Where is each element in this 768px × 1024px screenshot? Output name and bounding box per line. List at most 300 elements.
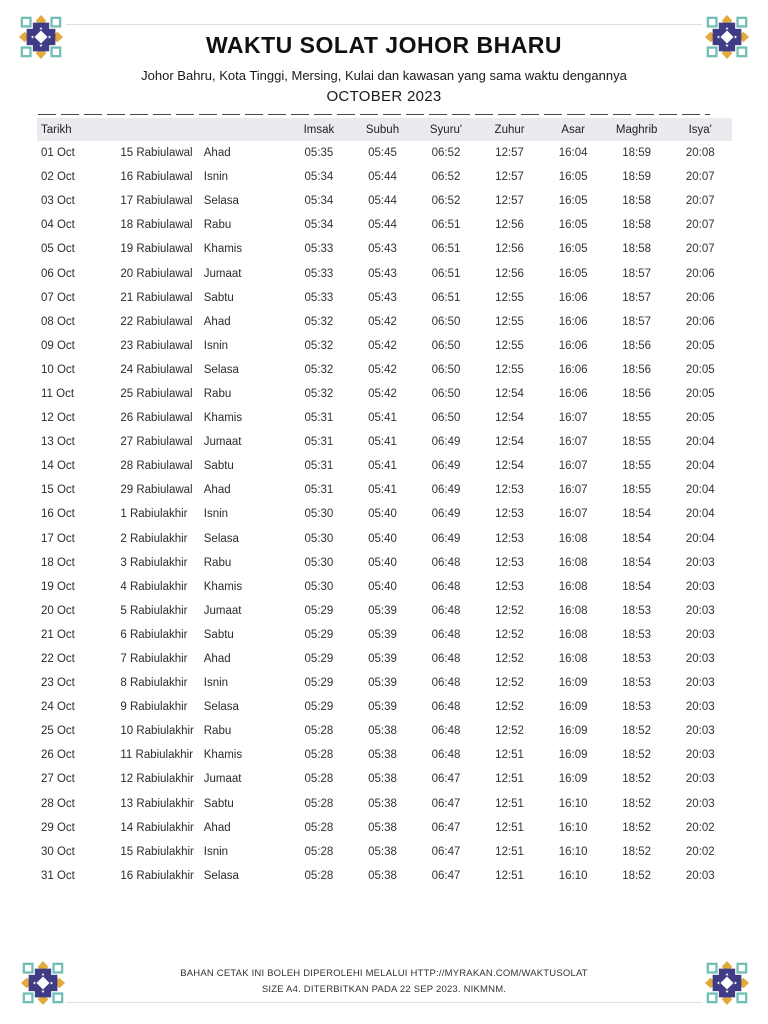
hijri-date-cell: 15 Rabiulakhir [120, 845, 194, 858]
time-cell: 20:03 [685, 725, 715, 738]
bottom-divider-line [66, 1002, 702, 1003]
time-cell: 18:55 [622, 460, 652, 473]
date-cell: 16 Oct [41, 508, 75, 521]
time-cell: 18:52 [622, 869, 652, 882]
date-cell: 19 Oct [41, 580, 75, 593]
time-cell: 20:03 [685, 773, 715, 786]
column-header-asar: Asar [541, 118, 605, 141]
time-cell: 20:03 [685, 797, 715, 810]
time-cell: 06:48 [431, 556, 461, 569]
time-cell: 20:07 [685, 219, 715, 232]
time-cell: 18:53 [622, 604, 652, 617]
time-cell: 18:53 [622, 653, 652, 666]
column-header-syuru: Syuru' [414, 118, 478, 141]
date-cell: 14 Oct [41, 460, 75, 473]
time-cell: 06:50 [431, 412, 461, 425]
time-cell: 18:52 [622, 773, 652, 786]
day-cell: Jumaat [203, 436, 242, 449]
time-cell: 12:54 [495, 387, 524, 400]
time-cell: 20:07 [685, 243, 715, 256]
time-cell: 05:38 [368, 821, 397, 834]
hijri-date-cell: 8 Rabiulakhir [120, 677, 188, 690]
column-header-tarikh: Tarikh [37, 118, 287, 141]
date-cell: 31 Oct [41, 869, 75, 882]
time-cell: 06:47 [431, 869, 461, 882]
day-cell: Rabu [203, 725, 232, 738]
time-cell: 06:48 [431, 580, 461, 593]
time-cell: 16:08 [558, 580, 588, 593]
time-cell: 18:53 [622, 677, 652, 690]
time-cell: 18:58 [622, 243, 652, 256]
time-cell: 05:38 [368, 725, 397, 738]
time-cell: 20:03 [685, 580, 715, 593]
time-cell: 05:41 [368, 436, 397, 449]
hijri-date-cell: 25 Rabiulawal [120, 387, 193, 400]
time-cell: 05:42 [368, 339, 397, 352]
time-cell: 18:53 [622, 701, 652, 714]
time-cell: 16:06 [558, 387, 588, 400]
hijri-date-cell: 10 Rabiulakhir [120, 725, 194, 738]
time-cell: 18:54 [622, 508, 652, 521]
table-row [37, 141, 732, 165]
time-cell: 16:09 [558, 773, 588, 786]
hijri-date-cell: 22 Rabiulawal [120, 315, 193, 328]
time-cell: 12:56 [495, 219, 524, 232]
day-cell: Isnin [203, 845, 229, 858]
time-cell: 06:49 [431, 436, 461, 449]
day-cell: Isnin [203, 677, 229, 690]
day-cell: Sabtu [203, 628, 234, 641]
time-cell: 05:28 [304, 797, 334, 810]
date-cell: 17 Oct [41, 532, 75, 545]
time-cell: 05:42 [368, 387, 397, 400]
day-cell: Ahad [203, 821, 231, 834]
time-cell: 16:07 [558, 436, 588, 449]
time-cell: 05:41 [368, 412, 397, 425]
day-cell: Rabu [203, 219, 232, 232]
day-cell: Selasa [203, 363, 239, 376]
hijri-date-cell: 16 Rabiulawal [120, 171, 193, 184]
page-month: OCTOBER 2023 [326, 88, 442, 105]
time-cell: 20:07 [685, 195, 715, 208]
time-cell: 05:40 [368, 580, 397, 593]
time-cell: 06:48 [431, 604, 461, 617]
hijri-date-cell: 19 Rabiulawal [120, 243, 193, 256]
time-cell: 18:58 [622, 195, 652, 208]
time-cell: 05:28 [304, 749, 334, 762]
time-cell: 18:58 [622, 219, 652, 232]
time-cell: 05:43 [368, 291, 397, 304]
table-row [37, 840, 732, 864]
column-header-isya: Isya' [668, 118, 732, 141]
time-cell: 06:47 [431, 797, 461, 810]
time-cell: 05:38 [368, 773, 397, 786]
time-cell: 06:52 [431, 147, 461, 160]
time-cell: 20:03 [685, 653, 715, 666]
column-header-imsak: Imsak [287, 118, 351, 141]
time-cell: 12:53 [495, 484, 524, 497]
time-cell: 06:47 [431, 821, 461, 834]
time-cell: 16:10 [558, 845, 588, 858]
time-cell: 16:10 [558, 821, 588, 834]
time-cell: 18:52 [622, 821, 652, 834]
time-cell: 05:29 [304, 628, 334, 641]
time-cell: 16:05 [558, 267, 588, 280]
hijri-date-cell: 27 Rabiulawal [120, 436, 193, 449]
time-cell: 05:40 [368, 508, 397, 521]
date-cell: 01 Oct [41, 147, 75, 160]
date-cell: 02 Oct [41, 171, 75, 184]
time-cell: 12:53 [495, 508, 524, 521]
time-cell: 20:07 [685, 171, 715, 184]
time-cell: 18:57 [622, 267, 652, 280]
time-cell: 05:41 [368, 460, 397, 473]
time-cell: 06:51 [431, 219, 461, 232]
time-cell: 18:55 [622, 436, 652, 449]
time-cell: 16:08 [558, 628, 588, 641]
column-header-maghrib: Maghrib [605, 118, 669, 141]
time-cell: 05:44 [368, 195, 397, 208]
time-cell: 12:52 [495, 677, 524, 690]
document-footer [0, 966, 768, 998]
table-row [37, 671, 732, 695]
time-cell: 20:03 [685, 701, 715, 714]
time-cell: 18:56 [622, 363, 652, 376]
date-cell: 29 Oct [41, 821, 75, 834]
table-header-row [37, 118, 732, 141]
time-cell: 05:34 [304, 195, 334, 208]
time-cell: 05:40 [368, 532, 397, 545]
table-row [37, 237, 732, 261]
time-cell: 06:51 [431, 291, 461, 304]
day-cell: Ahad [203, 147, 231, 160]
prayer-times-table [37, 118, 732, 888]
time-cell: 16:09 [558, 725, 588, 738]
time-cell: 20:04 [685, 460, 715, 473]
time-cell: 16:09 [558, 749, 588, 762]
hijri-date-cell: 9 Rabiulakhir [120, 701, 188, 714]
date-cell: 12 Oct [41, 412, 75, 425]
time-cell: 05:32 [304, 315, 334, 328]
hijri-date-cell: 1 Rabiulakhir [120, 508, 188, 521]
time-cell: 16:07 [558, 484, 588, 497]
time-cell: 20:03 [685, 869, 715, 882]
table-row [37, 647, 732, 671]
time-cell: 16:10 [558, 869, 588, 882]
time-cell: 06:48 [431, 749, 461, 762]
top-divider-line [66, 24, 702, 25]
hijri-date-cell: 23 Rabiulawal [120, 339, 193, 352]
time-cell: 05:32 [304, 339, 334, 352]
footer-line-2: SIZE A4. DITERBITKAN PADA 22 SEP 2023. NIKMNM. [261, 984, 507, 995]
time-cell: 05:43 [368, 243, 397, 256]
date-cell: 10 Oct [41, 363, 75, 376]
time-cell: 18:53 [622, 628, 652, 641]
column-header-subuh: Subuh [351, 118, 415, 141]
time-cell: 20:05 [685, 412, 715, 425]
hijri-date-cell: 21 Rabiulawal [120, 291, 193, 304]
time-cell: 18:52 [622, 797, 652, 810]
table-row [37, 478, 732, 502]
day-cell: Isnin [203, 171, 229, 184]
time-cell: 06:52 [431, 171, 461, 184]
time-cell: 12:53 [495, 532, 524, 545]
hijri-date-cell: 29 Rabiulawal [120, 484, 193, 497]
time-cell: 05:30 [304, 580, 334, 593]
date-cell: 28 Oct [41, 797, 75, 810]
table-row [37, 261, 732, 285]
day-cell: Selasa [203, 869, 239, 882]
time-cell: 06:50 [431, 315, 461, 328]
day-cell: Sabtu [203, 291, 234, 304]
time-cell: 20:06 [685, 267, 715, 280]
time-cell: 05:38 [368, 869, 397, 882]
time-cell: 05:29 [304, 701, 334, 714]
time-cell: 05:38 [368, 797, 397, 810]
time-cell: 05:39 [368, 604, 397, 617]
day-cell: Khamis [203, 580, 243, 593]
prayer-table-body [37, 141, 732, 888]
hijri-date-cell: 24 Rabiulawal [120, 363, 193, 376]
time-cell: 05:28 [304, 845, 334, 858]
time-cell: 05:42 [368, 363, 397, 376]
time-cell: 12:52 [495, 628, 524, 641]
day-cell: Khamis [203, 243, 243, 256]
time-cell: 12:51 [495, 749, 524, 762]
hijri-date-cell: 26 Rabiulawal [120, 412, 193, 425]
hijri-date-cell: 28 Rabiulawal [120, 460, 193, 473]
table-row [37, 792, 732, 816]
hijri-date-cell: 12 Rabiulakhir [120, 773, 194, 786]
time-cell: 05:30 [304, 532, 334, 545]
time-cell: 16:08 [558, 653, 588, 666]
time-cell: 18:56 [622, 387, 652, 400]
day-cell: Ahad [203, 315, 231, 328]
time-cell: 06:49 [431, 460, 461, 473]
table-row [37, 334, 732, 358]
time-cell: 20:05 [685, 339, 715, 352]
time-cell: 06:48 [431, 677, 461, 690]
time-cell: 16:07 [558, 508, 588, 521]
hijri-date-cell: 3 Rabiulakhir [120, 556, 188, 569]
day-cell: Sabtu [203, 460, 234, 473]
day-cell: Jumaat [203, 267, 242, 280]
time-cell: 05:31 [304, 460, 334, 473]
hijri-date-cell: 14 Rabiulakhir [120, 821, 194, 834]
time-cell: 05:35 [304, 147, 334, 160]
time-cell: 05:31 [304, 436, 334, 449]
table-row [37, 575, 732, 599]
page-title: WAKTU SOLAT JOHOR BHARU [205, 32, 563, 58]
date-cell: 11 Oct [41, 387, 75, 400]
time-cell: 20:04 [685, 484, 715, 497]
time-cell: 05:28 [304, 773, 334, 786]
day-cell: Rabu [203, 387, 232, 400]
time-cell: 16:05 [558, 219, 588, 232]
time-cell: 16:05 [558, 243, 588, 256]
time-cell: 20:02 [685, 821, 715, 834]
time-cell: 06:52 [431, 195, 461, 208]
time-cell: 12:51 [495, 797, 524, 810]
date-cell: 24 Oct [41, 701, 75, 714]
date-cell: 18 Oct [41, 556, 75, 569]
time-cell: 06:48 [431, 628, 461, 641]
hijri-date-cell: 7 Rabiulakhir [120, 653, 188, 666]
time-cell: 05:34 [304, 171, 334, 184]
time-cell: 05:44 [368, 219, 397, 232]
time-cell: 18:54 [622, 580, 652, 593]
time-cell: 12:53 [495, 580, 524, 593]
time-cell: 12:56 [495, 243, 524, 256]
day-cell: Sabtu [203, 797, 234, 810]
hijri-date-cell: 18 Rabiulawal [120, 219, 193, 232]
time-cell: 12:52 [495, 604, 524, 617]
time-cell: 12:55 [495, 291, 524, 304]
hijri-date-cell: 16 Rabiulakhir [120, 869, 194, 882]
table-row [37, 743, 732, 767]
time-cell: 18:55 [622, 484, 652, 497]
time-cell: 05:32 [304, 363, 334, 376]
table-row [37, 767, 732, 791]
time-cell: 05:44 [368, 171, 397, 184]
table-row [37, 430, 732, 454]
day-cell: Khamis [203, 749, 243, 762]
time-cell: 05:41 [368, 484, 397, 497]
time-cell: 12:51 [495, 869, 524, 882]
time-cell: 12:56 [495, 267, 524, 280]
time-cell: 06:47 [431, 773, 461, 786]
time-cell: 05:39 [368, 677, 397, 690]
time-cell: 16:07 [558, 412, 588, 425]
time-cell: 05:39 [368, 653, 397, 666]
time-cell: 05:33 [304, 243, 334, 256]
time-cell: 05:30 [304, 556, 334, 569]
time-cell: 12:54 [495, 436, 524, 449]
date-cell: 30 Oct [41, 845, 75, 858]
time-cell: 05:30 [304, 508, 334, 521]
time-cell: 05:28 [304, 869, 334, 882]
time-cell: 05:38 [368, 845, 397, 858]
time-cell: 05:38 [368, 749, 397, 762]
hijri-date-cell: 11 Rabiulakhir [120, 749, 194, 762]
table-row [37, 816, 732, 840]
time-cell: 12:55 [495, 315, 524, 328]
day-cell: Isnin [203, 508, 229, 521]
time-cell: 06:50 [431, 363, 461, 376]
time-cell: 06:48 [431, 725, 461, 738]
time-cell: 20:03 [685, 628, 715, 641]
time-cell: 06:51 [431, 243, 461, 256]
time-cell: 12:52 [495, 701, 524, 714]
date-cell: 27 Oct [41, 773, 75, 786]
time-cell: 20:05 [685, 387, 715, 400]
date-cell: 08 Oct [41, 315, 75, 328]
time-cell: 05:39 [368, 701, 397, 714]
day-cell: Selasa [203, 701, 239, 714]
day-cell: Selasa [203, 532, 239, 545]
time-cell: 18:52 [622, 749, 652, 762]
time-cell: 05:33 [304, 267, 334, 280]
time-cell: 16:06 [558, 291, 588, 304]
hijri-date-cell: 15 Rabiulawal [120, 147, 193, 160]
date-cell: 26 Oct [41, 749, 75, 762]
time-cell: 12:54 [495, 412, 524, 425]
date-cell: 25 Oct [41, 725, 75, 738]
time-cell: 18:57 [622, 291, 652, 304]
date-cell: 07 Oct [41, 291, 75, 304]
time-cell: 12:53 [495, 556, 524, 569]
time-cell: 16:08 [558, 604, 588, 617]
table-row [37, 358, 732, 382]
time-cell: 20:08 [685, 147, 715, 160]
day-cell: Ahad [203, 484, 231, 497]
hijri-date-cell: 5 Rabiulakhir [120, 604, 188, 617]
table-row [37, 502, 732, 526]
time-cell: 05:45 [368, 147, 397, 160]
time-cell: 12:55 [495, 339, 524, 352]
time-cell: 06:47 [431, 845, 461, 858]
table-row [37, 719, 732, 743]
table-row [37, 189, 732, 213]
hijri-date-cell: 13 Rabiulakhir [120, 797, 194, 810]
time-cell: 05:31 [304, 484, 334, 497]
time-cell: 06:50 [431, 339, 461, 352]
time-cell: 20:03 [685, 604, 715, 617]
table-row [37, 165, 732, 189]
table-row [37, 623, 732, 647]
date-cell: 06 Oct [41, 267, 75, 280]
hijri-date-cell: 20 Rabiulawal [120, 267, 193, 280]
time-cell: 16:06 [558, 315, 588, 328]
time-cell: 12:51 [495, 821, 524, 834]
time-cell: 05:33 [304, 291, 334, 304]
time-cell: 06:48 [431, 701, 461, 714]
table-row [37, 864, 732, 888]
time-cell: 12:52 [495, 725, 524, 738]
time-cell: 06:51 [431, 267, 461, 280]
table-row [37, 382, 732, 406]
footer-line-1: BAHAN CETAK INI BOLEH DIPEROLEHI MELALUI HTTP://MYRAKAN.COM/WAKTUSOLAT [180, 968, 588, 979]
time-cell: 16:08 [558, 532, 588, 545]
time-cell: 05:43 [368, 267, 397, 280]
time-cell: 18:52 [622, 725, 652, 738]
day-cell: Khamis [203, 412, 243, 425]
time-cell: 16:06 [558, 363, 588, 376]
time-cell: 20:06 [685, 291, 715, 304]
time-cell: 12:57 [495, 171, 524, 184]
day-cell: Ahad [203, 653, 231, 666]
day-cell: Selasa [203, 195, 239, 208]
time-cell: 20:04 [685, 508, 715, 521]
time-cell: 18:57 [622, 315, 652, 328]
time-cell: 20:04 [685, 436, 715, 449]
time-cell: 12:52 [495, 653, 524, 666]
time-cell: 12:51 [495, 845, 524, 858]
time-cell: 16:08 [558, 556, 588, 569]
time-cell: 16:09 [558, 677, 588, 690]
time-cell: 05:29 [304, 653, 334, 666]
time-cell: 05:39 [368, 628, 397, 641]
table-row [37, 286, 732, 310]
day-cell: Rabu [203, 556, 232, 569]
time-cell: 20:05 [685, 363, 715, 376]
time-cell: 06:49 [431, 484, 461, 497]
time-cell: 16:04 [558, 147, 588, 160]
time-cell: 20:03 [685, 677, 715, 690]
time-cell: 18:55 [622, 412, 652, 425]
table-row [37, 551, 732, 575]
time-cell: 16:07 [558, 460, 588, 473]
